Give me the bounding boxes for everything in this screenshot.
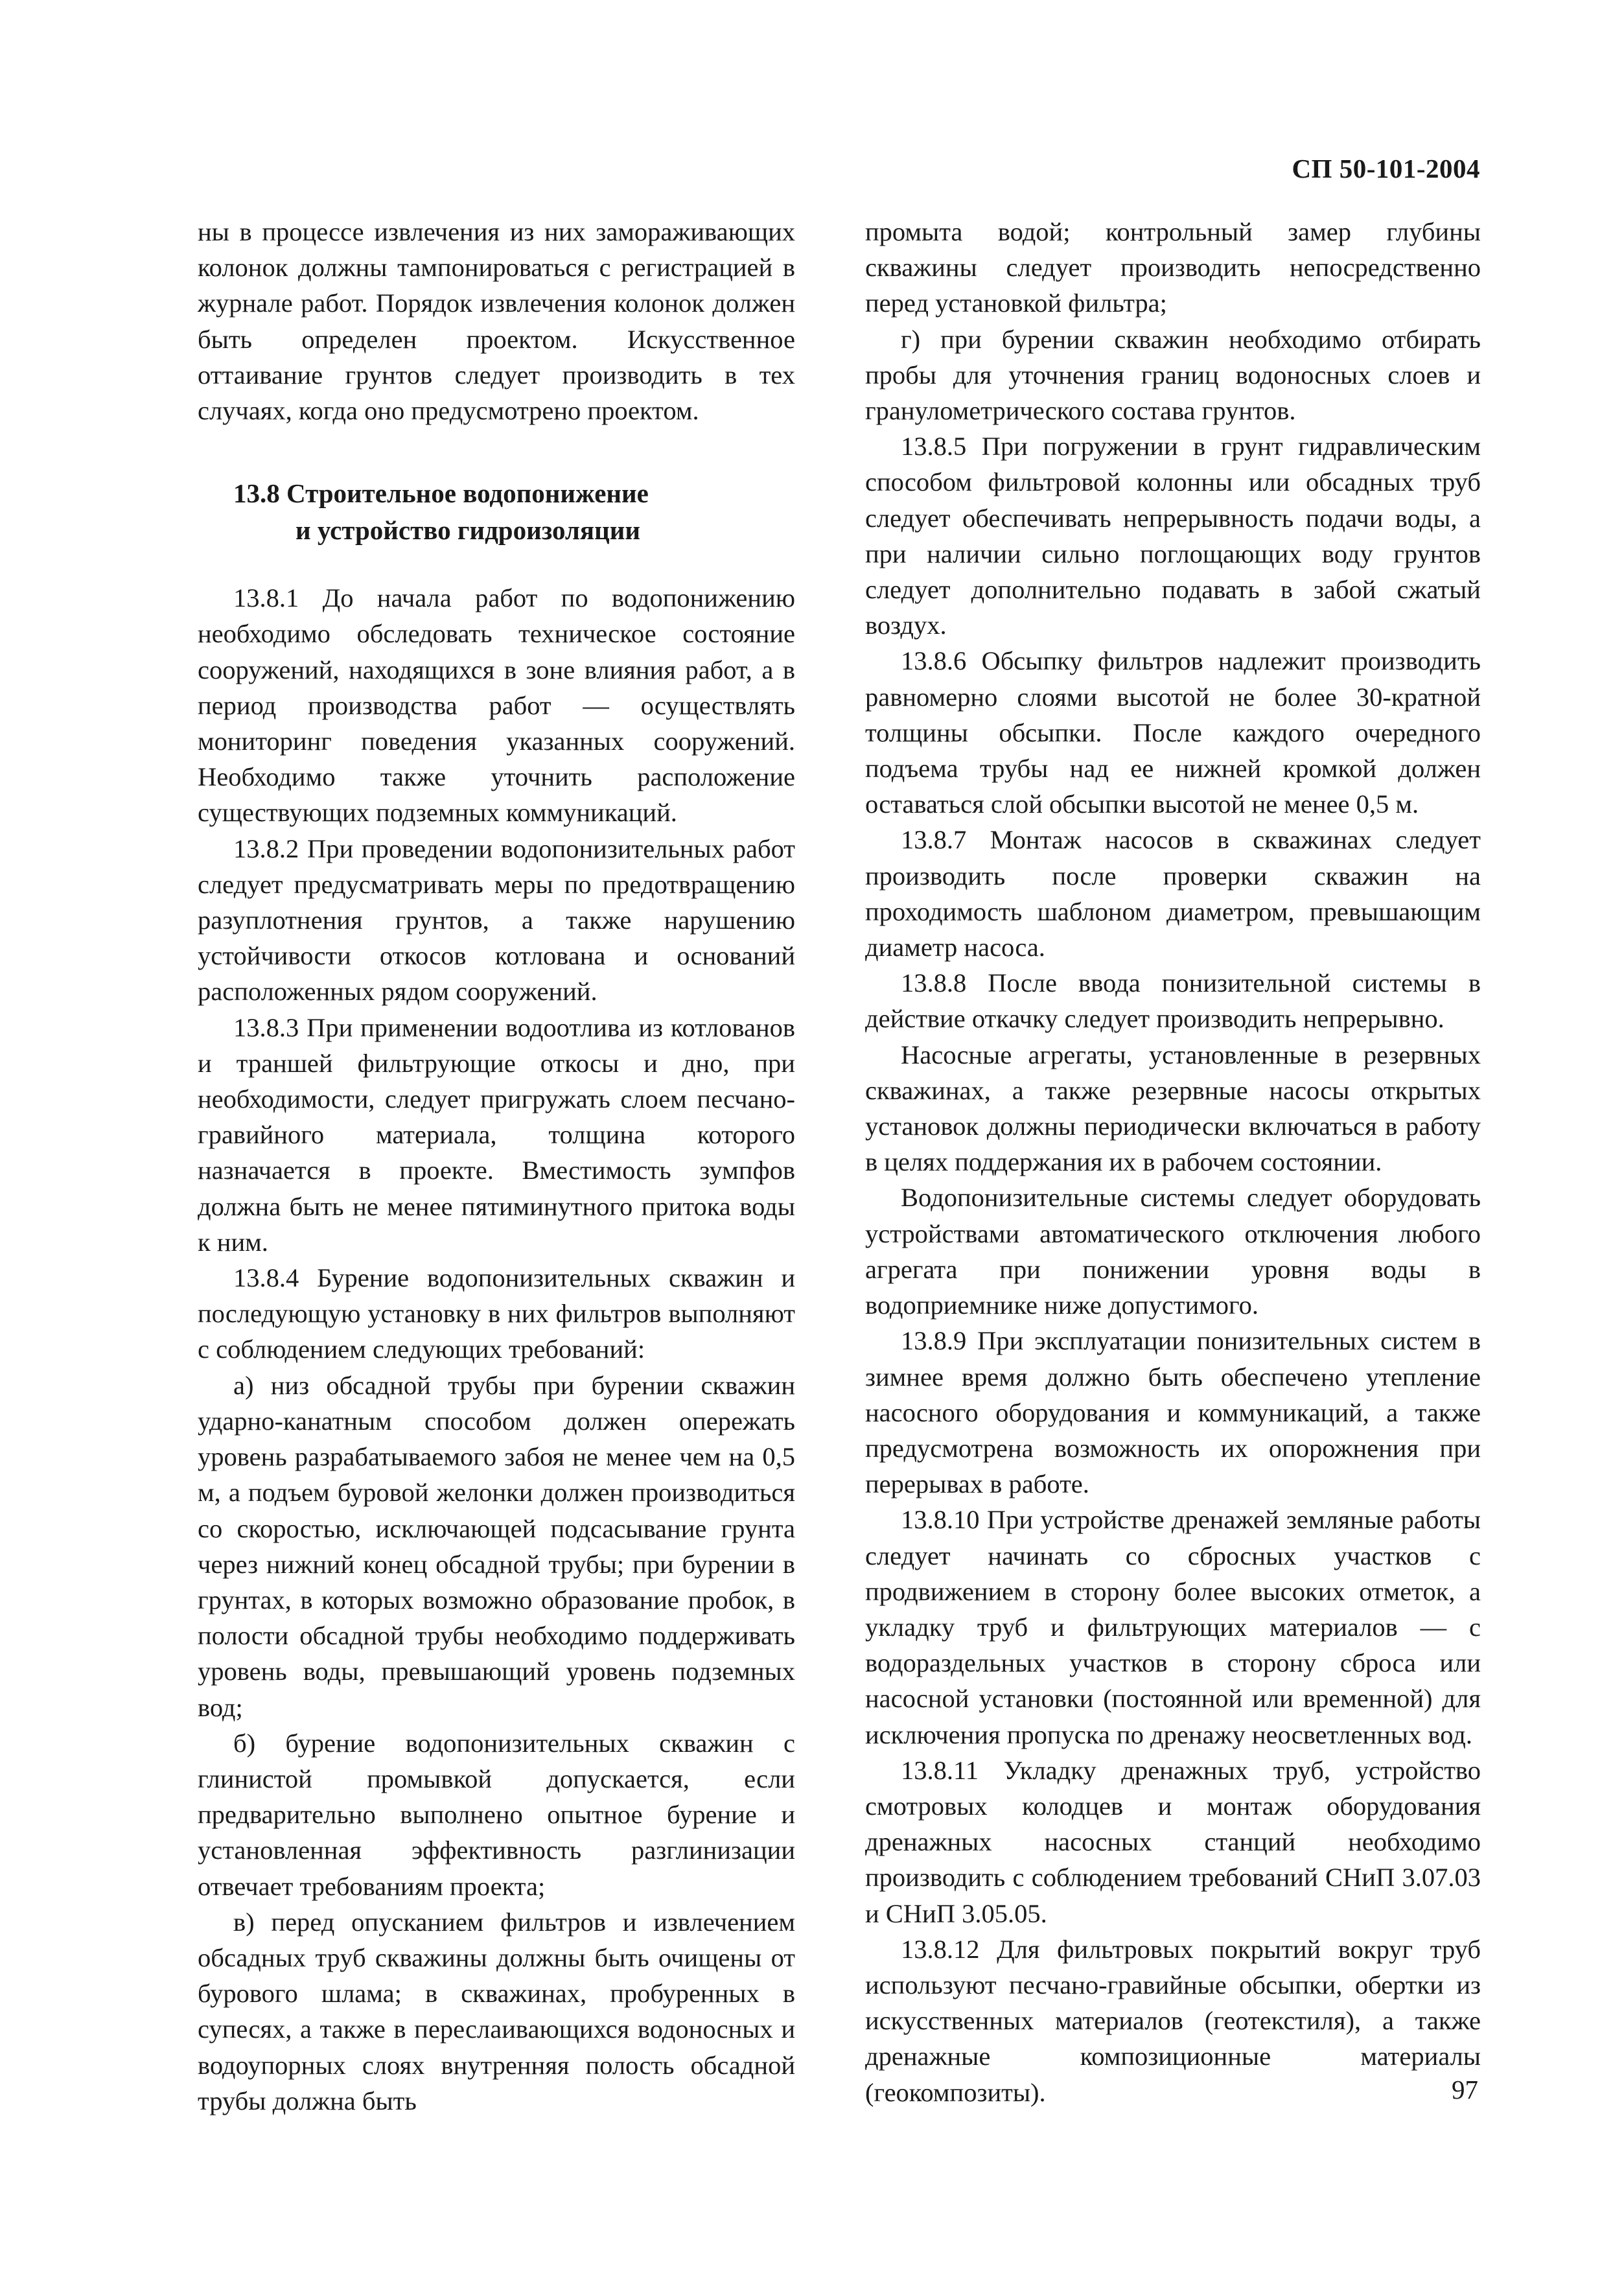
paragraph-13-8-12: 13.8.12 Для фильтровых покрытий вокруг труб используют песчано-гравийные обсыпки, обертки из искусственных материалов (геотекстиля), а также дренажные композиционные материалы (геокомпозиты). [865,1934,1481,2107]
list-item-v-continuation: промыта водой; контрольный замер глубины скважины следует производить непосредственно перед установкой фильтра; [865,217,1481,318]
list-item-a: а) низ обсадной трубы при бурении скважин ударно-канатным способом должен опережать уровень разрабатываемого забоя не менее чем на 0,5 м, а подъем буровой желонки должен производиться со скоростью, исключающей подсасывание грунта через нижний конец обсадной трубы; при бурении в грунтах, в которых возможно образование пробок, в полости обсадной трубы необходимо поддерживать уровень воды, превышающий уровень подземных вод; [198,1370,795,1722]
paragraph-13-8-7: 13.8.7 Монтаж насосов в скважинах следует производить после проверки скважин на проходимость шаблоном диаметром, превышающим диаметр насоса. [865,825,1481,962]
list-item-b: б) бурение водопонизительных скважин с глинистой промывкой допускается, если предварительно выполнено опытное бурение и установленная эффективность разглинизации отвечает требованиям проекта; [198,1728,795,1901]
paragraph-13-8-3: 13.8.3 При применении водоотлива из котлованов и траншей фильтрующие откосы и дно, при необходимости, следует пригружать слоем песчано-гравийного материала, толщина которого назначается в проекте. Вместимость зумпфов должна быть не менее пятиминутного притока воды к ним. [198,1012,795,1257]
section-heading [233,475,795,549]
list-item-v: в) перед опусканием фильтров и извлечением обсадных труб скважины должны быть очищены от бурового шлама; в скважинах, пробуренных в супесях, а также в переслаивающихся водоносных и водоупорных слоях внутренняя полость обсадной трубы должна быть [198,1907,795,2115]
paragraph-pumps: Насосные агрегаты, установленные в резервных скважинах, а также резервные насосы открытых установок должны периодически включаться в работу в целях поддержания их в рабочем состоянии. [865,1040,1481,1177]
section-heading-line2: и устройство гидроизоляции [296,515,640,546]
list-item-g: г) при бурении скважин необходимо отбирать пробы для уточнения границ водоносных слоев и гранулометрического состава грунтов. [865,324,1481,426]
paragraph-13-8-2: 13.8.2 При проведении водопонизительных работ следует предусматривать меры по предотвращению разуплотнения грунтов, а также нарушению устойчивости откосов котлована и оснований расположенных рядом сооружений. [198,833,795,1007]
paragraph-13-8-8: 13.8.8 После ввода понизительной системы в действие откачку следует производить непрерывно. [865,968,1481,1034]
paragraph-13-8-10: 13.8.10 При устройстве дренажей земляные работы следует начинать со сбросных участков с продвижением в сторону более высоких отметок, а укладку труб и фильтрующих материалов — с водораздельных участков в сторону сброса или насосной установки (постоянной или временной) для исключения пропуска по дренажу неосветленных вод. [865,1505,1481,1749]
right-column [865,214,1481,2110]
document-code: СП 50-101-2004 [1292,154,1480,183]
page-number: 97 [1452,2075,1478,2104]
paragraph-systems: Водопонизительные системы следует оборудовать устройствами автоматического отключения любого агрегата при понижении уровня воды в водоприемнике ниже допустимого. [865,1183,1481,1320]
paragraph-13-8-5: 13.8.5 При погружении в грунт гидравлическим способом фильтровой колонны или обсадных труб следует обеспечивать непрерывность подачи воды, а при наличии сильно поглощающих воду грунтов следует дополнительно подавать в забой сжатый воздух. [865,432,1481,640]
paragraph-13-8-4: 13.8.4 Бурение водопонизительных скважин и последующую установку в них фильтров выполняют с соблюдением следующих требований: [198,1263,795,1364]
paragraph-13-8-9: 13.8.9 При эксплуатации понизительных систем в зимнее время должно быть обеспечено утепление насосного оборудования и коммуникаций, а также предусмотрена возможность их опорожнения при перерывах в работе. [865,1326,1481,1499]
section-heading-line1: 13.8 Строительное водопонижение [233,478,649,509]
left-column [198,214,795,2119]
paragraph-13-8-11: 13.8.11 Укладку дренажных труб, устройство смотровых колодцев и монтаж оборудования дренажных насосных станций необходимо производить с соблюдением требований СНиП 3.07.03 и СНиП 3.05.05. [865,1755,1481,1928]
paragraph-13-8-6: 13.8.6 Обсыпку фильтров надлежит производить равномерно слоями высотой не более 30-кратной толщины обсыпки. После каждого очередного подъема трубы над ее нижней кромкой должен оставаться слой обсыпки высотой не менее 0,5 м. [865,646,1481,819]
paragraph-13-8-1: 13.8.1 До начала работ по водопонижению необходимо обследовать техническое состояние сооружений, находящихся в зоне влияния работ, а в период производства работ — осуществлять мониторинг поведения указанных сооружений. Необходимо также уточнить расположение существующих подземных коммуникаций. [198,583,795,828]
paragraph-continuation: ны в процессе извлечения из них замораживающих колонок должны тампонироваться с регистрацией в журнале работ. Порядок извлечения колонок должен быть определен проектом. Искусственное оттаивание грунтов следует производить в тех случаях, когда оно предусмотрено проектом. [198,217,795,426]
